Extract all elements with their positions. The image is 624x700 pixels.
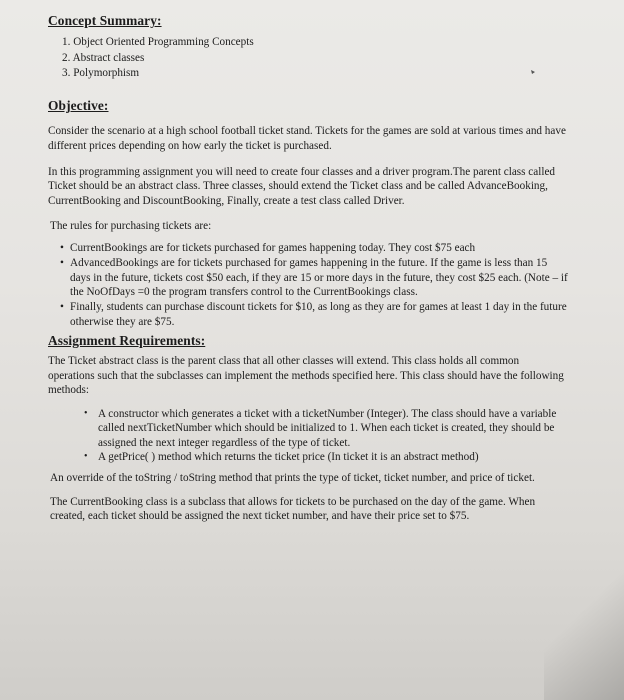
bullet-icon: • [84,451,88,463]
assignment-paragraph-2: An override of the toString / toString method that prints the type of ticket, ticket number, and price of ticket. [50,472,535,485]
bullet-icon: • [60,301,64,314]
bullet-icon: • [60,257,64,270]
concept-list [48,35,568,82]
method-text: A getPrice( ) method which returns the ticket price (In ticket it is an abstract method) [98,451,479,464]
rules-label: The rules for purchasing tickets are: [50,219,212,232]
objective-paragraph-2: In this programming assignment you will need to create four classes and a driver program.The parent class called Ticket should be an abstract class. Three classes, should extend the Ticket class and be called AdvanceBooking, CurrentBooking and DiscountBooking, Finally, create a test class called Driver. [48,165,555,207]
objective-paragraph-1: Consider the scenario at a high school football ticket stand. Tickets for the games are sold at various times and have different prices depending on how early the ticket is purchased. [48,125,566,152]
concept-item: 3. Polymorphism [62,67,140,80]
methods-list [48,407,568,464]
method-text: A constructor which generates a ticket with a ticketNumber (Integer). The class should have a variable called nextTicketNumber which should be initialized to 1. When each ticket is created, they should be assigned the next integer regardless of the type of ticket. [98,408,557,449]
assignment-heading: Assignment Requirements: [48,332,206,348]
objective-heading: Objective: [48,98,109,114]
rules-list [48,241,568,329]
method-item [84,450,568,464]
assignment-paragraph-3: The CurrentBooking class is a subclass that allows for tickets to be purchased on the day of the game. When created, each ticket should be assigned the next ticket number, and have their price set to $75. [50,495,536,522]
rule-text: CurrentBookings are for tickets purchased for games happening today. They cost $75 each [70,242,476,255]
method-item [84,407,568,450]
concept-item: 2. Abstract classes [62,51,145,64]
page-shadow [544,560,624,700]
bullet-icon: • [60,242,64,255]
document-content [48,14,568,523]
rule-item [60,241,568,255]
rule-text: AdvancedBookings are for tickets purchased for games happening in the future. If the game is less than 15 days in the future, tickets cost $50 each, if they are 15 or more days in the future, they cost $25 each. (Note – if the NoOfDays =0 the program transfers control to the CurrentBookings class. [70,257,568,299]
rule-item [60,256,568,299]
rule-item [60,300,568,329]
bullet-icon: • [84,408,88,420]
assignment-paragraph-1: The Ticket abstract class is the parent class that all other classes will extend. This class holds all common operations such that the subclasses can implement the methods specified here. This class should have the following methods: [48,355,564,396]
concept-item: 1. Object Oriented Programming Concepts [62,36,254,49]
concept-summary-heading: Concept Summary: [48,13,162,28]
rule-text: Finally, students can purchase discount tickets for $10, as long as they are for games at least 1 day in the future otherwise they are $75. [70,301,567,328]
